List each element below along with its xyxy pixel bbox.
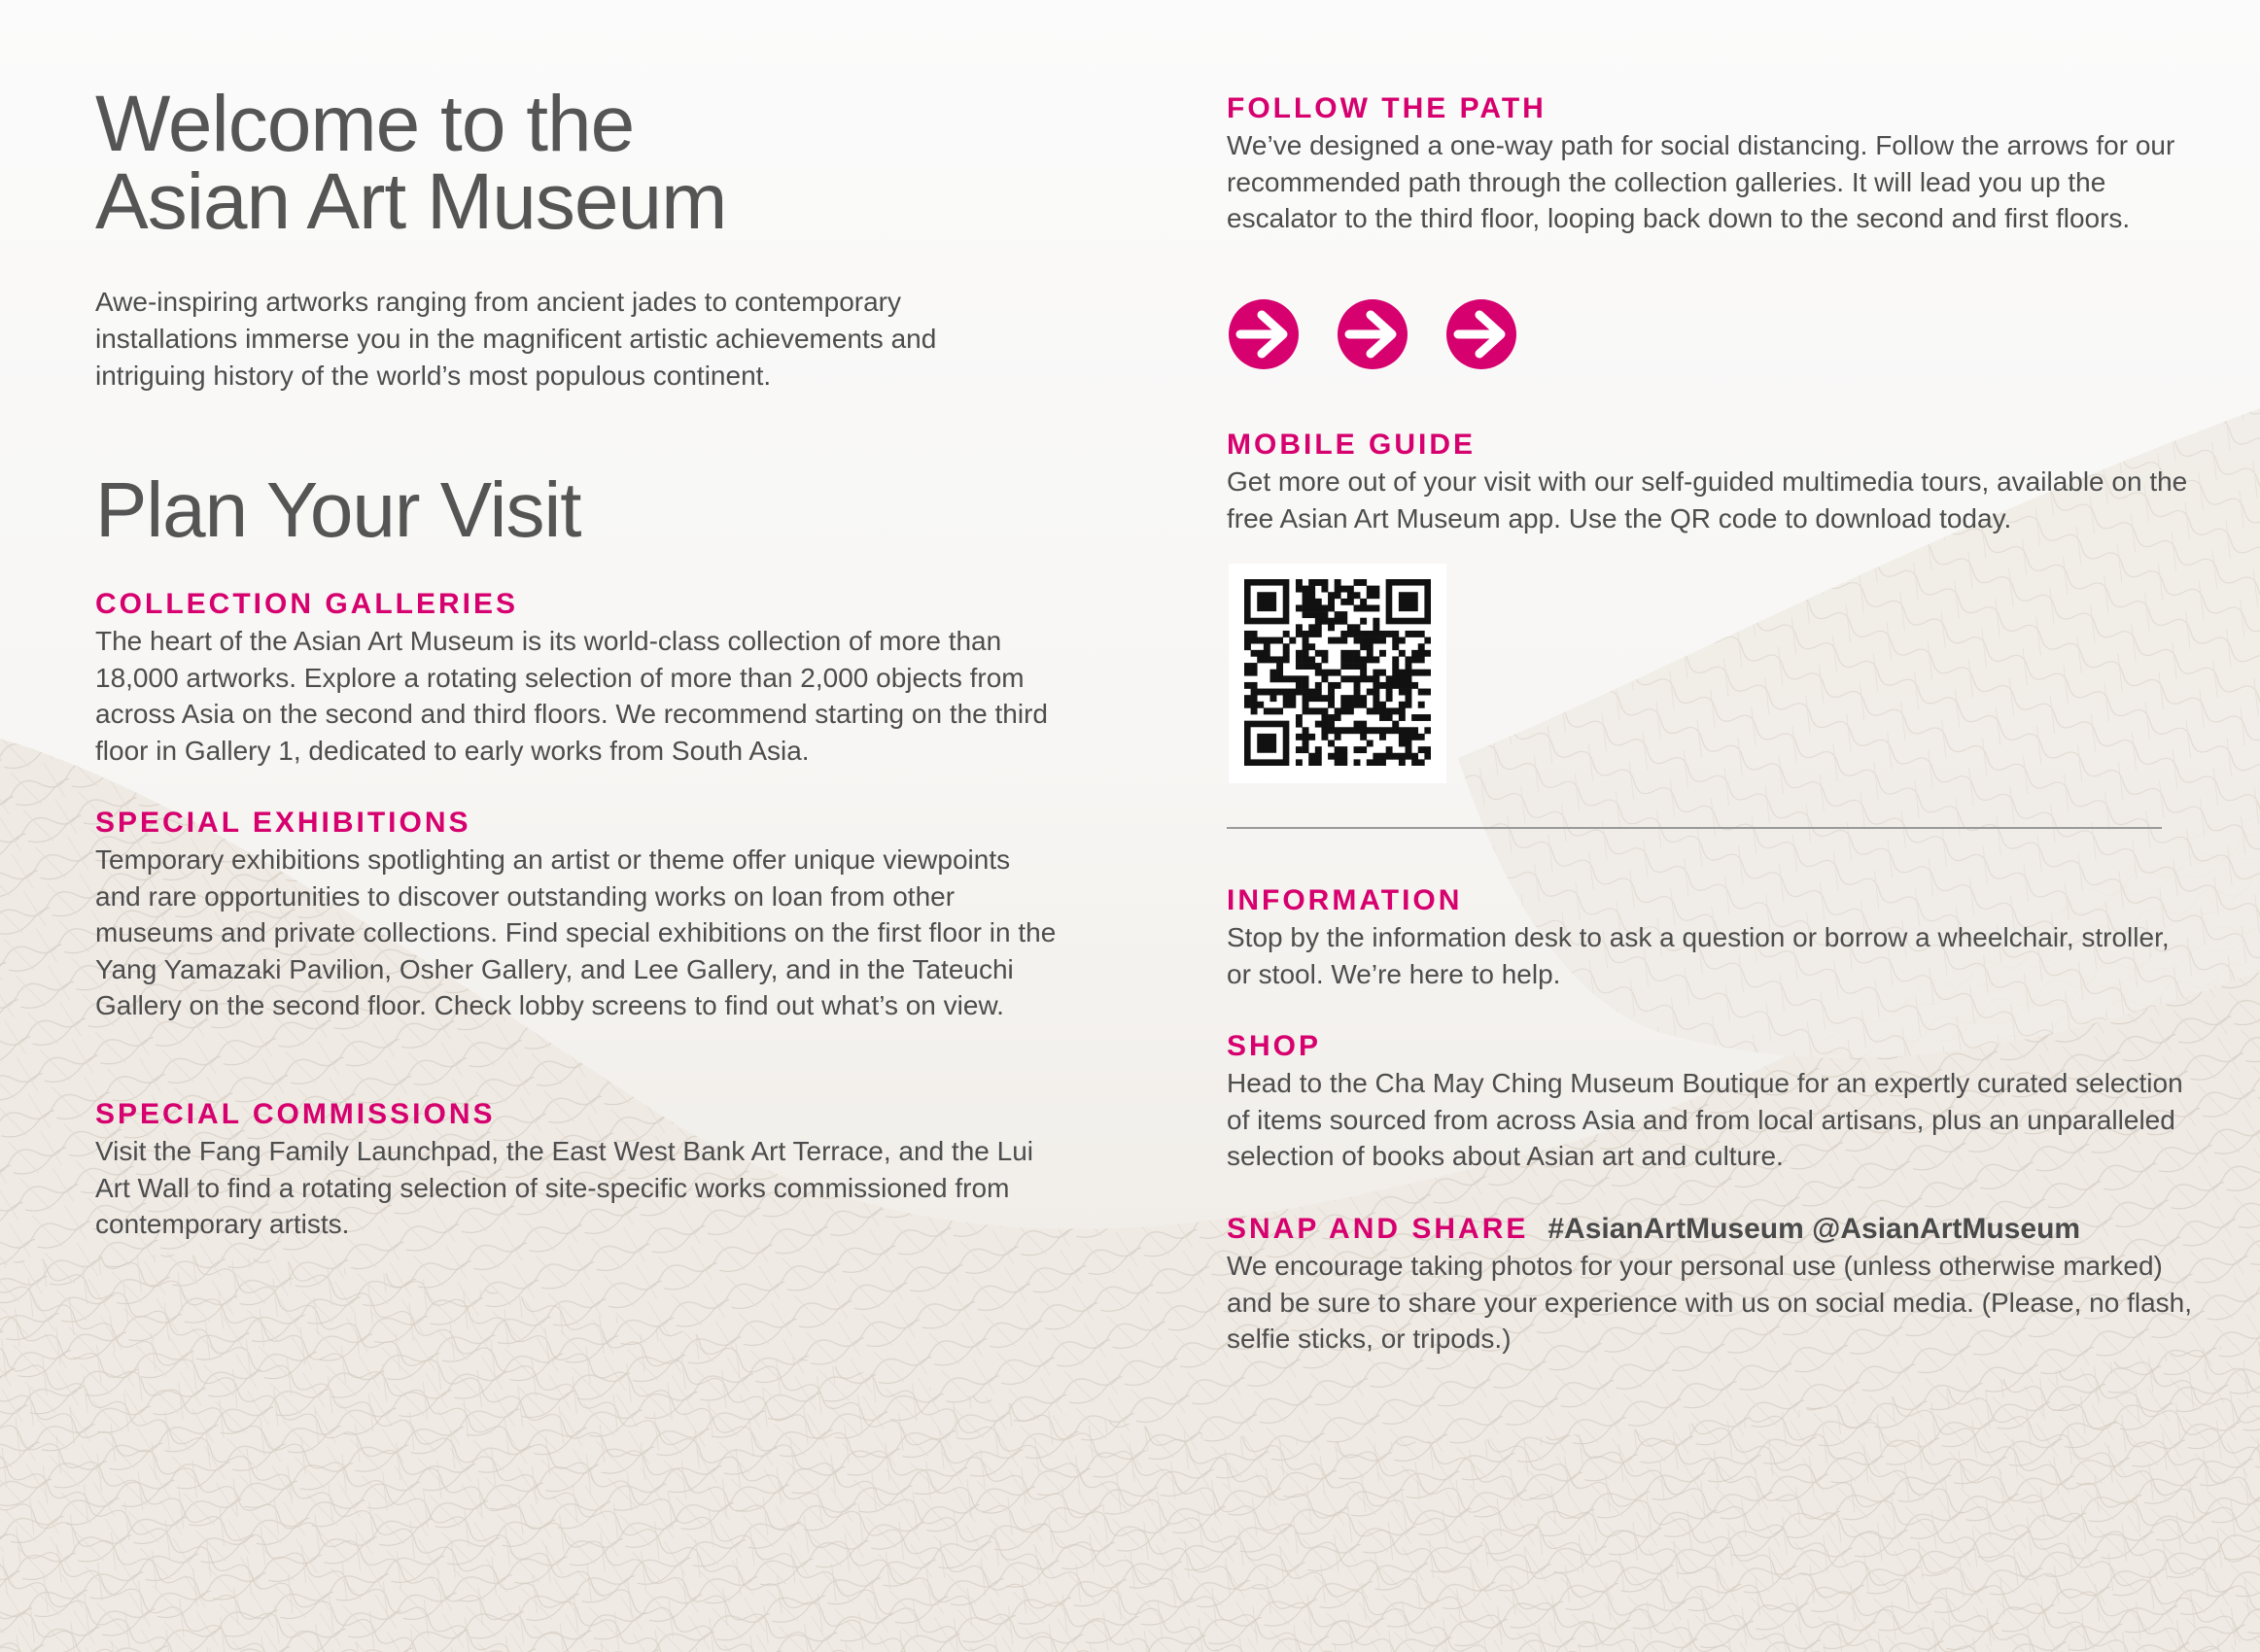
section-collection-galleries xyxy=(95,586,1058,769)
section-shop xyxy=(1227,1028,2199,1175)
section-snap-and-share xyxy=(1227,1211,2199,1358)
section-divider xyxy=(1227,827,2162,829)
section-body: The heart of the Asian Art Museum is its world-class collection of more than 18,000 artworks. Explore a rotating selection of more than 2,000 objects from across Asia on the second and third floors. We recommend starting on the third floor in Gallery 1, dedicated to early works from South Asia. xyxy=(95,626,1048,766)
arrow-right-circle-icon xyxy=(1227,297,1301,371)
section-body: Temporary exhibitions spotlighting an artist or theme offer unique viewpoints and rare opportunities to discover outstanding works on loan from other museums and private collections. Find special exhibitions on the first floor in the Yang Yamazaki Pavilion, Osher Gallery, and Lee Gallery, and in the Tateuchi Gallery on the second floor. Check lobby screens to find out what’s on view. xyxy=(95,844,1057,1020)
section-heading: COLLECTION GALLERIES xyxy=(95,588,518,620)
arrow-right-circle-icon xyxy=(1336,297,1409,371)
section-heading xyxy=(1227,1211,2199,1248)
social-hashtags: #AsianArtMuseum @AsianArtMuseum xyxy=(1547,1213,2081,1245)
section-body: Stop by the information desk to ask a question or borrow a wheelchair, stroller, or stool. We’re here to help. xyxy=(1227,922,2170,989)
section-body: Get more out of your visit with our self-guided multimedia tours, available on the free Asian Art Museum app. Use the QR code to download today. xyxy=(1227,466,2188,533)
section-body: We’ve designed a one-way path for social distancing. Follow the arrows for our recommended path through the collection galleries. It will lead you up the escalator to the third floor, looping back down to the second and first floors. xyxy=(1227,130,2175,233)
snap-heading-text: SNAP AND SHARE xyxy=(1227,1213,1529,1245)
section-information xyxy=(1227,882,2199,992)
arrow-right-circle-icon xyxy=(1444,297,1518,371)
plan-your-visit-title: Plan Your Visit xyxy=(95,466,581,553)
qr-code-icon xyxy=(1244,579,1431,766)
section-heading: SHOP xyxy=(1227,1030,1322,1062)
welcome-intro-text: Awe-inspiring artworks ranging from ancient jades to contemporary installations immerse you in the magnificent artistic achievements and intriguing history of the world’s most populous continent. xyxy=(95,287,937,391)
section-heading: MOBILE GUIDE xyxy=(1227,429,1477,461)
section-body: We encourage taking photos for your personal use (unless otherwise marked) and be sure to share your experience with us on social media. (Please, no flash, selfie sticks, or tripods.) xyxy=(1227,1251,2193,1354)
welcome-title xyxy=(95,80,727,246)
section-special-commissions xyxy=(95,1096,1058,1243)
section-mobile-guide xyxy=(1227,427,2199,536)
qr-code[interactable] xyxy=(1229,564,1446,783)
section-body: Head to the Cha May Ching Museum Boutique for an expertly curated selection of items sourced from across Asia and from local artisans, plus an unparalleled selection of books about Asian art and culture. xyxy=(1227,1068,2183,1171)
welcome-title-line2: Asian Art Museum xyxy=(95,157,727,246)
welcome-title-line1: Welcome to the xyxy=(95,80,635,168)
section-body: Visit the Fang Family Launchpad, the East West Bank Art Terrace, and the Lui Art Wall to find a rotating selection of site-specific works commissioned from contemporary artists. xyxy=(95,1136,1033,1239)
section-special-exhibitions xyxy=(95,805,1058,1024)
direction-arrows xyxy=(1227,297,1518,373)
section-heading: FOLLOW THE PATH xyxy=(1227,92,1547,124)
section-heading: INFORMATION xyxy=(1227,884,1463,916)
section-heading: SPECIAL COMMISSIONS xyxy=(95,1098,496,1130)
section-follow-the-path xyxy=(1227,90,2199,237)
section-heading: SPECIAL EXHIBITIONS xyxy=(95,807,471,839)
